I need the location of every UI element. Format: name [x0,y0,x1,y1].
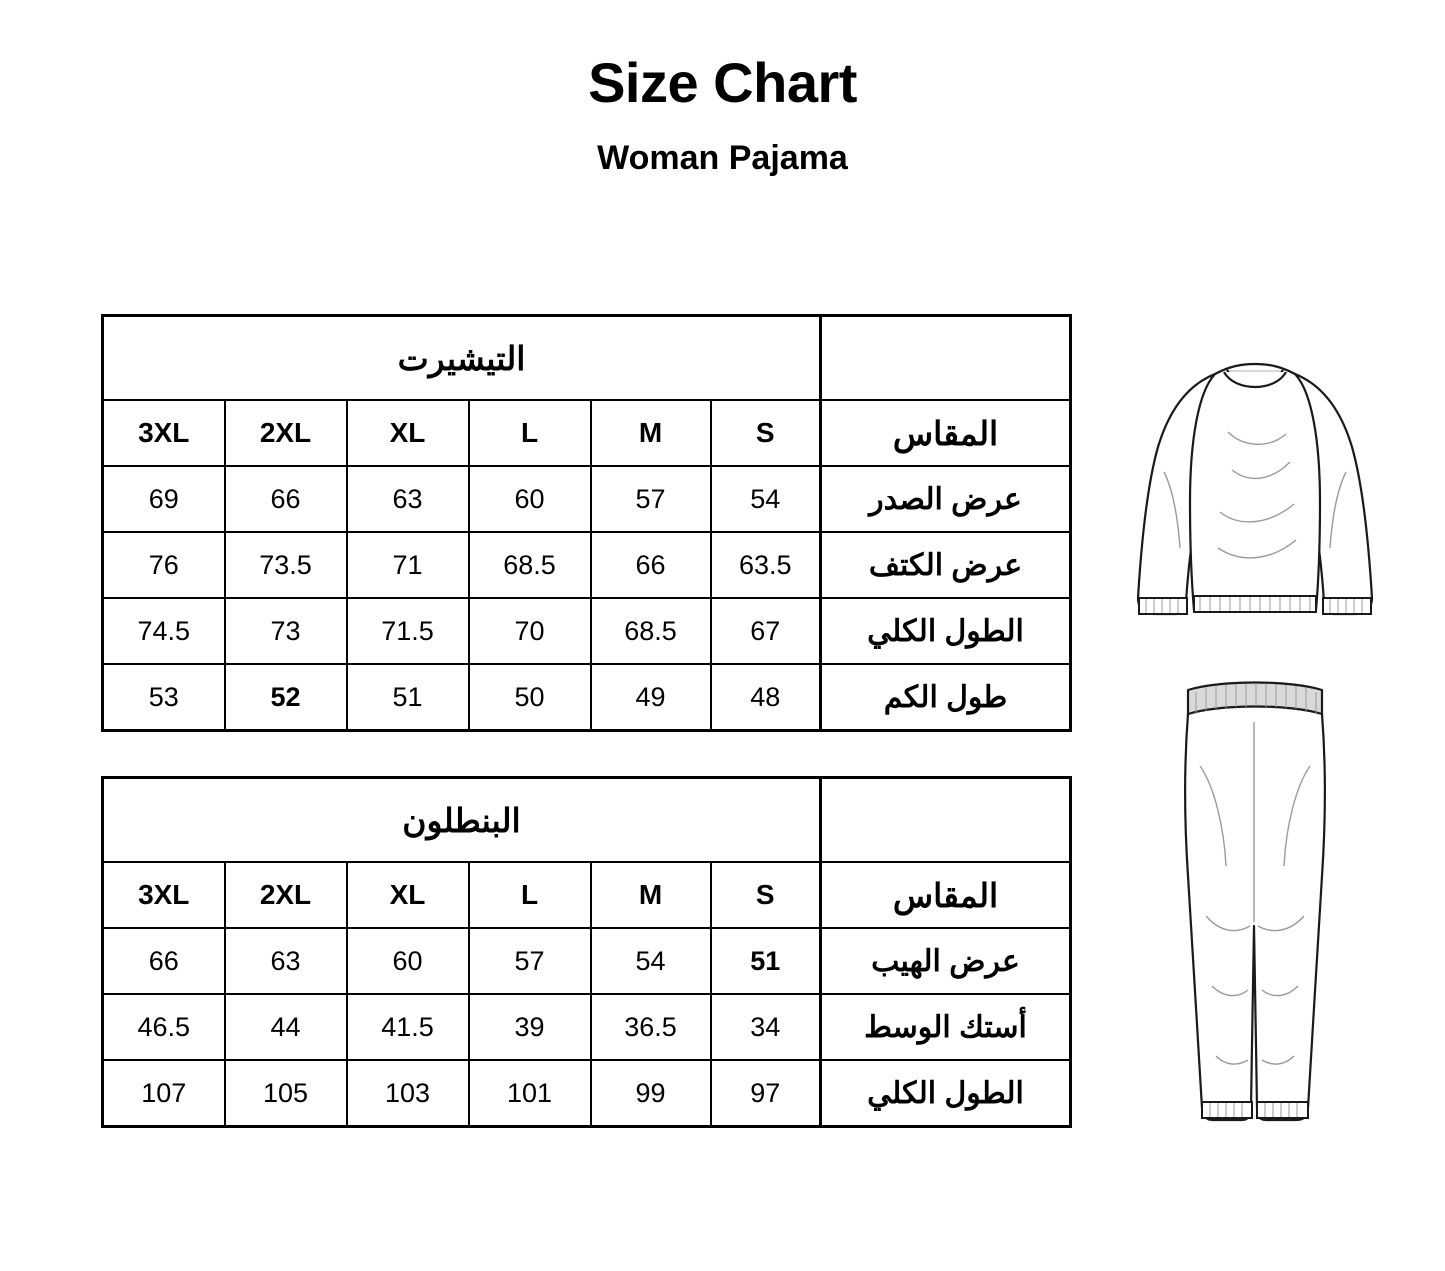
cell-value: 57 [591,466,711,532]
cell-value: 41.5 [347,994,469,1060]
cell-value: 53 [103,664,225,731]
cell-value: 101 [469,1060,591,1127]
group-header-blank-cell [821,316,1071,401]
shirt-size-table [101,314,1072,732]
leggings-pants-illustration [1120,676,1390,1136]
cell-value: 46.5 [103,994,225,1060]
size-chart-page [0,52,1445,1271]
cell-value: 69 [103,466,225,532]
cell-value: 34 [711,994,821,1060]
table-row [103,1060,1071,1127]
cell-value: 54 [591,928,711,994]
table-row [103,664,1071,731]
row-label: الطول الكلي [821,1060,1071,1127]
size-header-3xl: 3XL [103,400,225,466]
cell-value: 49 [591,664,711,731]
cell-value: 50 [469,664,591,731]
cell-value: 63.5 [711,532,821,598]
cell-value: 54 [711,466,821,532]
size-header-s: S [711,400,821,466]
page-title: Size Chart [588,51,857,114]
size-header-l: L [469,400,591,466]
group-title-pants: البنطلون [103,778,821,863]
size-header-s: S [711,862,821,928]
table-row [103,994,1071,1060]
table-row [103,598,1071,664]
cell-value: 73.5 [225,532,347,598]
cell-value: 63 [225,928,347,994]
cell-value: 63 [347,466,469,532]
row-label: أستك الوسط [821,994,1071,1060]
table-row-group-header [103,778,1071,863]
row-label: الطول الكلي [821,598,1071,664]
cell-value: 66 [103,928,225,994]
cell-value: 99 [591,1060,711,1127]
cell-value: 70 [469,598,591,664]
long-sleeve-shirt-illustration [1120,352,1390,662]
cell-value: 97 [711,1060,821,1127]
cell-value: 57 [469,928,591,994]
group-title-shirt: التيشيرت [103,316,821,401]
cell-value: 74.5 [103,598,225,664]
table-row [103,532,1071,598]
size-header-xl: XL [347,862,469,928]
group-header-blank-cell [821,778,1071,863]
row-label: عرض الهيب [821,928,1071,994]
table-row [103,466,1071,532]
row-label: عرض الصدر [821,466,1071,532]
cell-value: 52 [225,664,347,731]
illustrations-panel [1120,352,1420,1136]
size-header-label: المقاس [821,862,1071,928]
cell-value: 107 [103,1060,225,1127]
cell-value: 51 [347,664,469,731]
size-header-2xl: 2XL [225,400,347,466]
size-header-label: المقاس [821,400,1071,466]
pants-size-table [101,776,1072,1128]
cell-value: 66 [591,532,711,598]
cell-value: 39 [469,994,591,1060]
cell-value: 73 [225,598,347,664]
cell-value: 36.5 [591,994,711,1060]
cell-value: 51 [711,928,821,994]
cell-value: 48 [711,664,821,731]
page-subtitle: Woman Pajama [597,138,848,177]
size-header-2xl: 2XL [225,862,347,928]
size-header-m: M [591,862,711,928]
size-header-l: L [469,862,591,928]
cell-value: 76 [103,532,225,598]
table-row-size-header [103,862,1071,928]
row-label: طول الكم [821,664,1071,731]
cell-value: 105 [225,1060,347,1127]
size-header-3xl: 3XL [103,862,225,928]
table-row-size-header [103,400,1071,466]
cell-value: 71 [347,532,469,598]
table-row-group-header [103,316,1071,401]
cell-value: 71.5 [347,598,469,664]
cell-value: 60 [469,466,591,532]
cell-value: 66 [225,466,347,532]
size-header-m: M [591,400,711,466]
cell-value: 60 [347,928,469,994]
tables-divider-space [101,732,1069,776]
cell-value: 44 [225,994,347,1060]
cell-value: 67 [711,598,821,664]
cell-value: 103 [347,1060,469,1127]
table-row [103,928,1071,994]
size-tables-container [101,314,1069,1128]
size-header-xl: XL [347,400,469,466]
cell-value: 68.5 [469,532,591,598]
row-label: عرض الكتف [821,532,1071,598]
cell-value: 68.5 [591,598,711,664]
